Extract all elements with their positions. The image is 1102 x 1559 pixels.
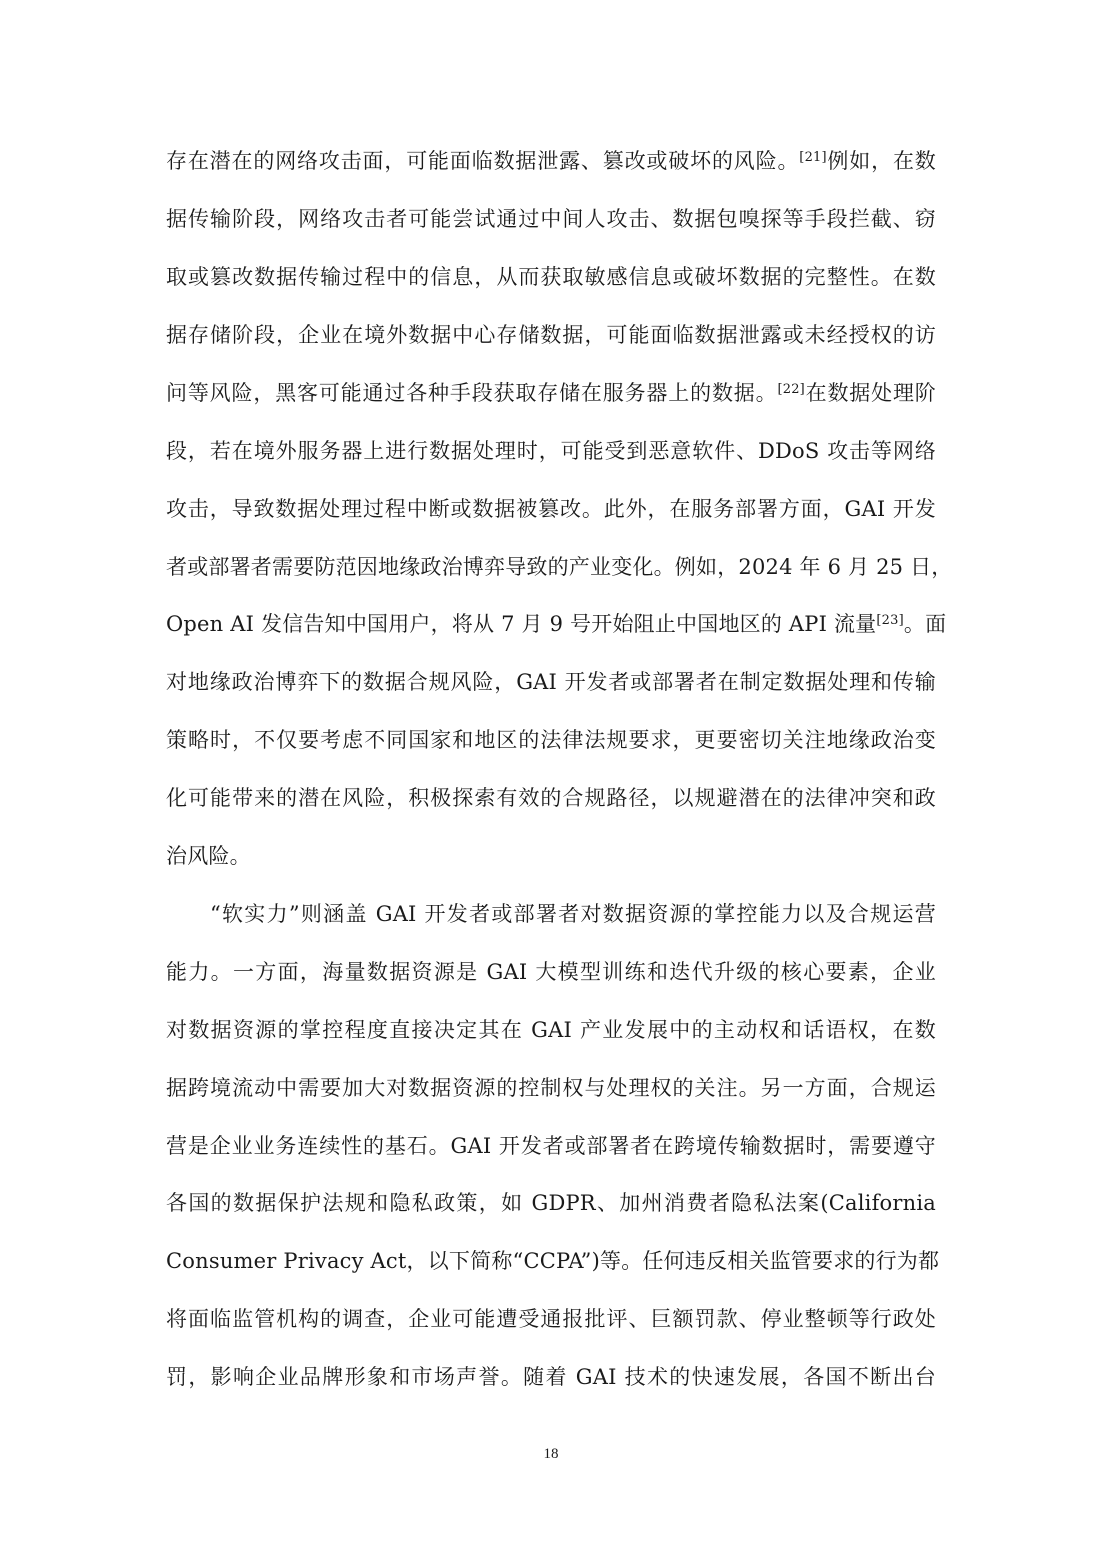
text-line: 据传输阶段，网络攻击者可能尝试通过中间人攻击、数据包嗅探等手段拦截、窃 <box>166 207 936 231</box>
text-line: 罚，影响企业品牌形象和市场声誉。随着 GAI 技术的快速发展，各国不断出台 <box>166 1365 936 1389</box>
text-line: Open AI 发信告知中国用户，将从 7 月 9 号开始阻止中国地区的 API 流量[23]。面 <box>166 612 947 636</box>
text-line: 策略时，不仅要考虑不同国家和地区的法律法规要求，更要密切关注地缘政治变 <box>166 728 936 752</box>
text-line: 问等风险，黑客可能通过各种手段获取存储在服务器上的数据。[22]在数据处理阶 <box>166 381 936 405</box>
text-line: 化可能带来的潜在风险，积极探索有效的合规路径，以规避潜在的法律冲突和政 <box>166 786 936 810</box>
text-line: 各国的数据保护法规和隐私政策，如 GDPR、加州消费者隐私法案(California <box>166 1191 936 1215</box>
page-number: 18 <box>543 1446 559 1462</box>
text-line: 营是企业业务连续性的基石。GAI 开发者或部署者在跨境传输数据时，需要遵守 <box>166 1134 936 1158</box>
text-line: 取或篡改数据传输过程中的信息，从而获取敏感信息或破坏数据的完整性。在数 <box>166 265 936 289</box>
text-line: 治风险。 <box>166 844 251 868</box>
text-line: 能力。一方面，海量数据资源是 GAI 大模型训练和迭代升级的核心要素，企业 <box>166 960 936 984</box>
citation: [21] <box>799 150 827 165</box>
citation: [23] <box>876 613 904 628</box>
text-line: 据存储阶段，企业在境外数据中心存储数据，可能面临数据泄露或未经授权的访 <box>166 323 936 347</box>
text-line: 将面临监管机构的调查，企业可能遭受通报批评、巨额罚款、停业整顿等行政处 <box>166 1307 936 1331</box>
text-line: 存在潜在的网络攻击面，可能面临数据泄露、篡改或破坏的风险。[21]例如，在数 <box>166 149 936 173</box>
text-line: 对数据资源的掌控程度直接决定其在 GAI 产业发展中的主动权和话语权，在数 <box>166 1018 936 1042</box>
text-line: 对地缘政治博弈下的数据合规风险，GAI 开发者或部署者在制定数据处理和传输 <box>166 670 936 694</box>
text-line: 段，若在境外服务器上进行数据处理时，可能受到恶意软件、DDoS 攻击等网络 <box>166 439 936 463</box>
text-line: 者或部署者需要防范因地缘政治博弈导致的产业变化。例如，2024 年 6 月 25 日， <box>166 555 953 579</box>
citation: [22] <box>777 382 805 397</box>
text-line: 攻击，导致数据处理过程中断或数据被篡改。此外，在服务部署方面，GAI 开发 <box>166 497 936 521</box>
text-line: Consumer Privacy Act，以下简称“CCPA”)等。任何违反相关监管要求的行为都 <box>166 1249 940 1273</box>
text-line: “软实力”则涵盖 GAI 开发者或部署者对数据资源的掌控能力以及合规运营 <box>210 902 936 926</box>
text-line: 据跨境流动中需要加大对数据资源的控制权与处理权的关注。另一方面，合规运 <box>166 1076 936 1100</box>
